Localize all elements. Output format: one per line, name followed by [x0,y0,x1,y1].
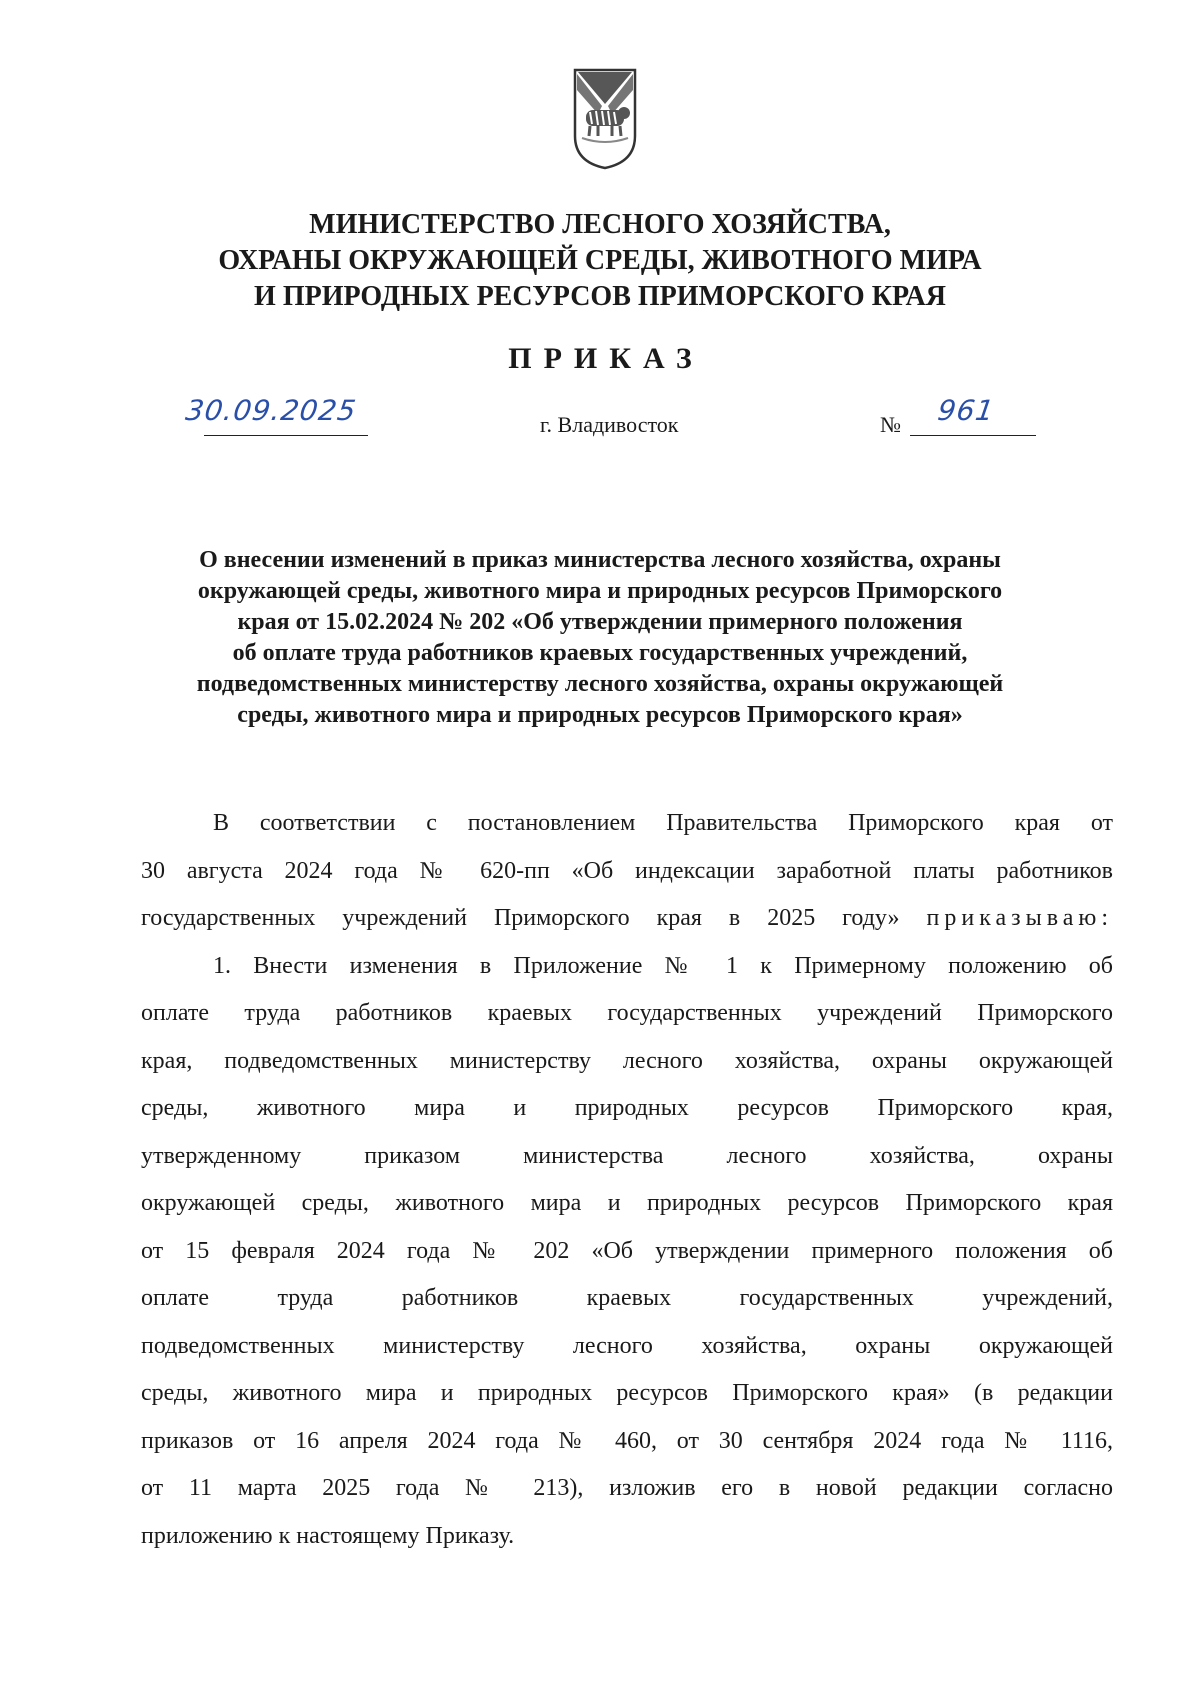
order-subject-heading [120,545,1080,731]
ministry-name-line: МИНИСТЕРСТВО ЛЕСНОГО ХОЗЯЙСТВА, [309,209,891,240]
clause-1-line: приказов от 16 апреля 2024 года № 460, от 30 сентября 2024 года № 1116, [141,1427,1113,1454]
handwritten-order-number: 961 [935,394,997,427]
number-sign: № [880,412,901,437]
number-underline [910,435,1036,436]
date-underline [204,435,368,436]
crest-tiger-head [618,107,630,119]
subject-line: об оплате труда работников краевых государственных учреждений, [232,640,968,666]
order-number-field [880,394,1036,438]
clause-1-line: подведомственных министерству лесного хозяйства, охраны окружающей [141,1332,1113,1359]
preamble-line: В соответствии с постановлением Правительства Приморского края от [213,810,1113,836]
ministry-name [150,207,1050,315]
clause-1-line: среды, животного мира и природных ресурсов Приморского края, [141,1095,1113,1121]
clause-1-line: приложению к настоящему Приказу. [141,1522,515,1549]
clause-1-line: от 11 марта 2025 года № 213), изложив его в новой редакции согласно [141,1475,1113,1501]
order-body [141,800,1113,1560]
clause-1-line: от 15 февраля 2024 года № 202 «Об утверждении примерного положения об [141,1237,1113,1264]
city-label: г. Владивосток [540,412,679,437]
clause-1-line: окружающей среды, животного мира и природных ресурсов Приморского края [141,1190,1113,1216]
preamble-line-with-action [141,895,1113,943]
date-field [183,394,368,438]
clause-1-line: оплате труда работников краевых государственных учреждений, [141,1285,1113,1311]
preamble-text: государственных учреждений Приморского края в 2025 году» [141,905,900,931]
clause-1-line: среды, животного мира и природных ресурсов Приморского края» (в редакции [141,1380,1113,1406]
subject-line: окружающей среды, животного мира и природных ресурсов Приморского [197,578,1003,604]
handwritten-date: 30.09.2025 [183,394,359,427]
subject-line: подведомственных министерству лесного хозяйства, охраны окружающей [196,671,1004,697]
preamble-line: 30 августа 2024 года № 620-пп «Об индексации заработной платы работников [141,857,1113,884]
ministry-name-line: И ПРИРОДНЫХ РЕСУРСОВ ПРИМОРСКОГО КРАЯ [254,281,946,312]
ministry-name-line: ОХРАНЫ ОКРУЖАЮЩЕЙ СРЕДЫ, ЖИВОТНОГО МИРА [218,245,982,276]
document-type-title: ПРИКАЗ [508,342,704,375]
clause-1-line: края, подведомственных министерству лесного хозяйства, охраны окружающей [141,1047,1113,1074]
clause-1-line: оплате труда работников краевых государственных учреждений Приморского [141,1000,1113,1026]
coat-of-arms-crest [572,66,638,170]
clause-1-line: 1. Внести изменения в Приложение № 1 к Примерному положению об [213,952,1113,979]
order-action-word: приказываю: [926,905,1114,931]
subject-line: О внесении изменений в приказ министерства лесного хозяйства, охраны [199,547,1001,573]
subject-line: среды, животного мира и природных ресурсов Приморского края» [237,702,963,728]
subject-line: края от 15.02.2024 № 202 «Об утверждении примерного положения [237,609,963,635]
clause-1-line: утвержденному приказом министерства лесного хозяйства, охраны [141,1142,1113,1169]
